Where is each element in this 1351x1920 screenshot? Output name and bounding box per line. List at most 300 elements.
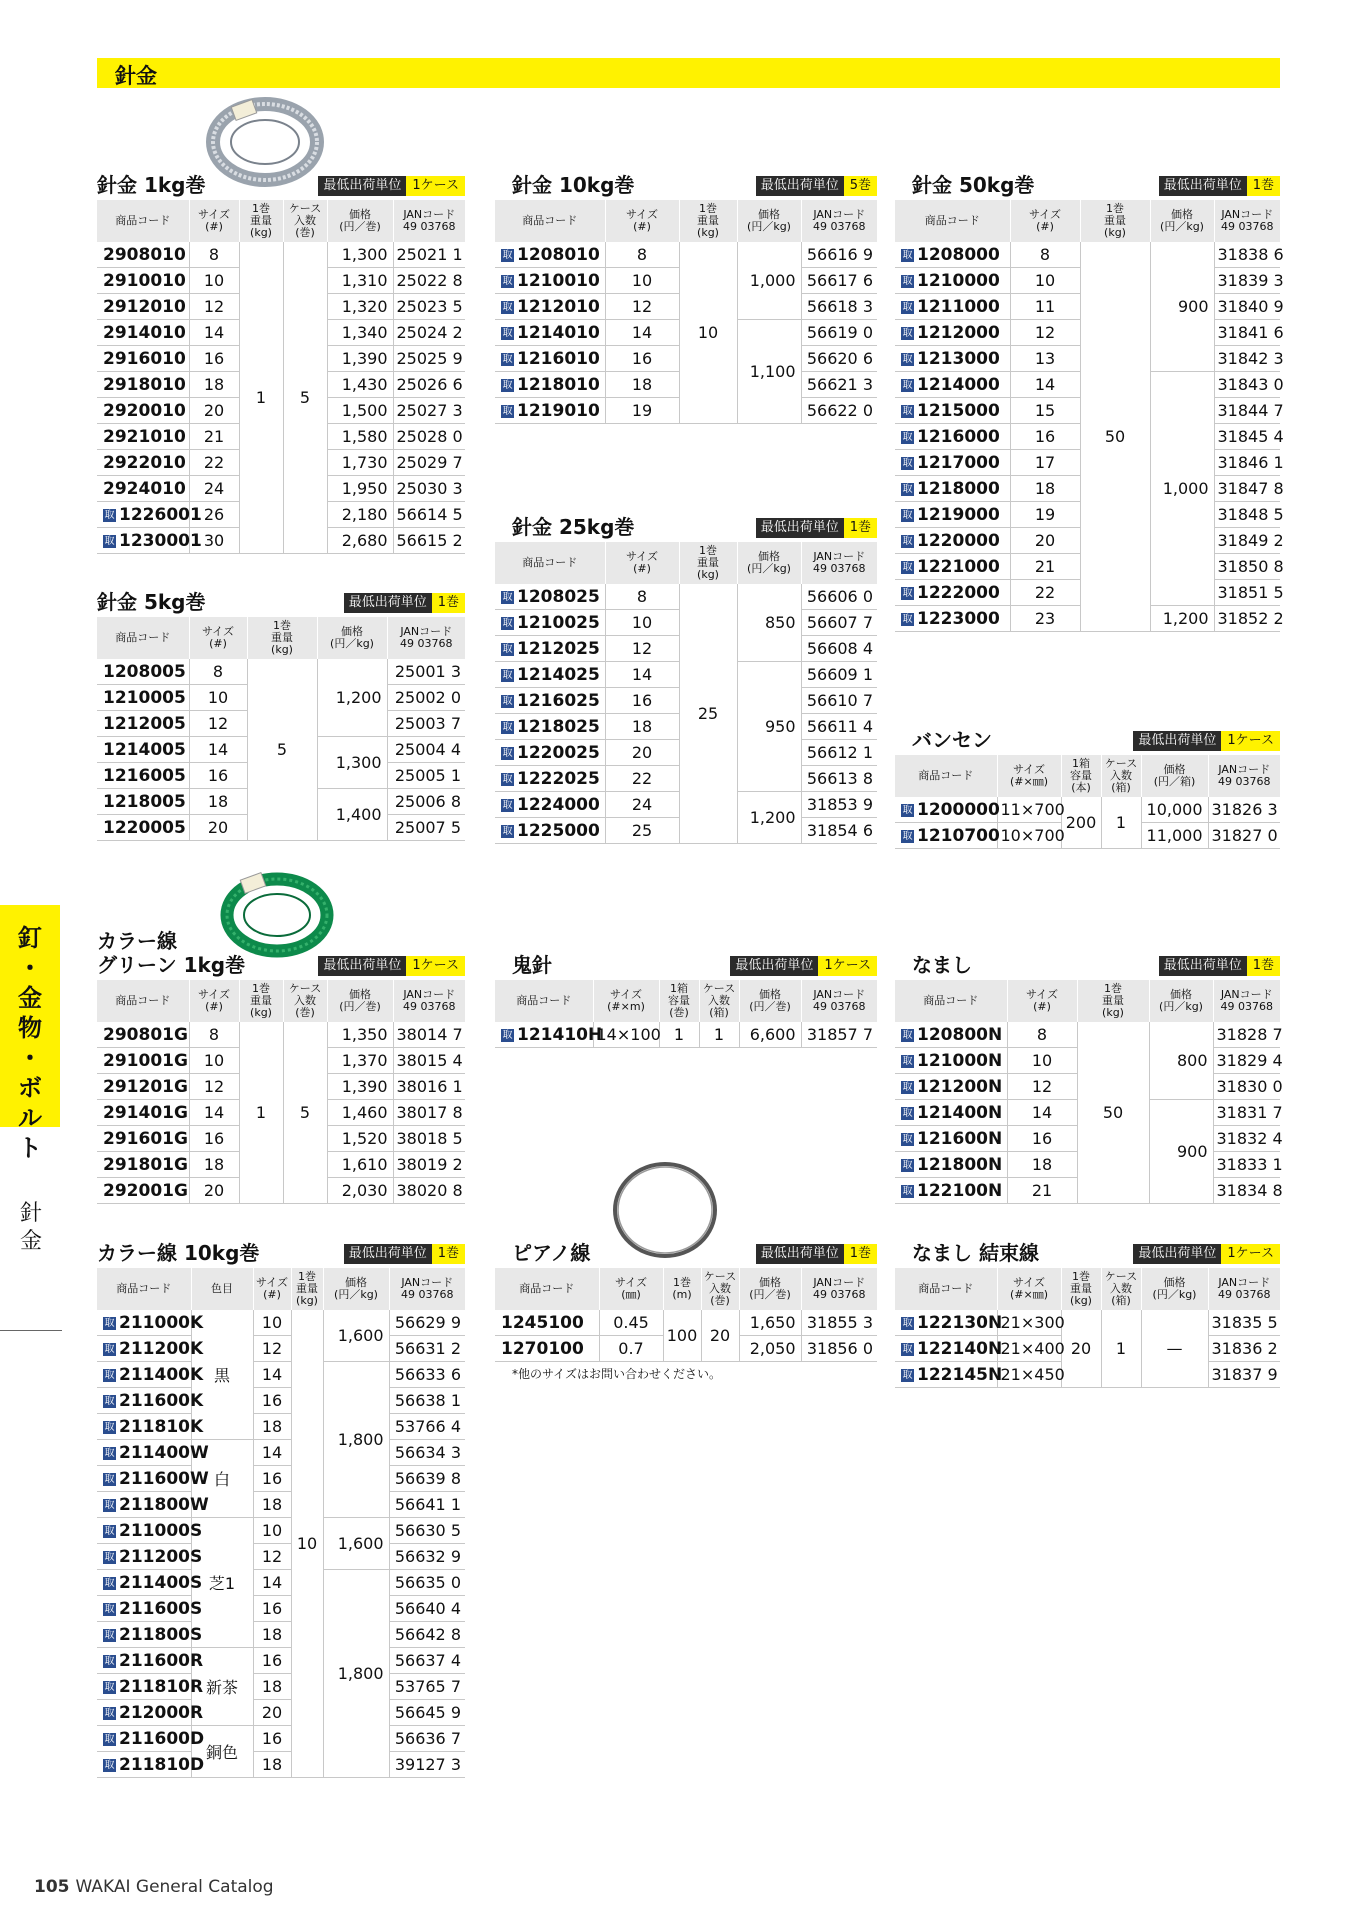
size: 18 (605, 372, 679, 398)
tag-badge: 取 (104, 509, 115, 521)
product-code: 取 1214025 (495, 662, 605, 688)
tag-badge: 取 (902, 509, 913, 521)
price: 2,680 (327, 528, 393, 554)
size: 10 (253, 1518, 291, 1544)
size: 12 (253, 1336, 291, 1362)
product-code: 取 211600S (97, 1596, 191, 1622)
jan-code: 31827 0 (1208, 823, 1280, 849)
product-code: 1220005 (97, 815, 189, 841)
table-piano-wire (495, 1268, 877, 1362)
jan-code: 56607 7 (801, 610, 877, 636)
jan-code: 25024 2 (393, 320, 465, 346)
size: 24 (605, 792, 679, 818)
table-header (895, 1268, 1280, 1310)
size: 24 (189, 476, 239, 502)
jan-code: 31828 7 (1213, 1022, 1280, 1048)
section-namashi-binding-wire (895, 1238, 1280, 1388)
column-header: 価格 (円／巻) (739, 1268, 801, 1310)
size: 12 (189, 1074, 239, 1100)
tag-badge: 取 (104, 1317, 115, 1329)
table-wire-10kg (495, 200, 877, 424)
table-bansen (895, 755, 1280, 849)
product-code: 1218005 (97, 789, 189, 815)
tag-badge: 取 (902, 353, 913, 365)
table-row (97, 1362, 465, 1388)
section-oni-bari (495, 950, 877, 1048)
product-code: 2920010 (97, 398, 189, 424)
jan-code: 25004 4 (387, 737, 465, 763)
size: 20 (253, 1700, 291, 1726)
price: 800 (1149, 1022, 1213, 1100)
tag-badge: 取 (902, 1055, 913, 1067)
product-code: 2912010 (97, 294, 189, 320)
section-color-wire-10kg (97, 1238, 465, 1778)
jan-code: 56639 8 (389, 1466, 465, 1492)
jan-code: 25030 3 (393, 476, 465, 502)
table-row (97, 1648, 465, 1674)
size: 20 (189, 1178, 239, 1204)
tag-badge: 取 (104, 1525, 115, 1537)
size: 20 (605, 740, 679, 766)
column-header: 商品コード (495, 542, 605, 584)
jan-code: 31834 8 (1213, 1178, 1280, 1204)
table-row (495, 1022, 877, 1048)
table-wire-50kg (895, 200, 1284, 632)
column-header: JANコード 49 03768 (389, 1268, 465, 1310)
size: 8 (605, 242, 679, 268)
product-code: 取 121800N (895, 1152, 1007, 1178)
tag-badge: 取 (104, 1473, 115, 1485)
price: 1,500 (327, 398, 393, 424)
section-title: 針金 50kg巻 (912, 173, 1035, 197)
section-title: なまし (912, 953, 972, 977)
section-color-wire-green (97, 929, 465, 1204)
product-code: 取 1210000 (895, 268, 1010, 294)
column-header: 1巻 重量 (kg) (679, 200, 737, 242)
tag-badge: 取 (502, 617, 513, 629)
table-row (97, 1726, 465, 1752)
column-header: 商品コード (895, 200, 1010, 242)
jan-code: 25021 1 (393, 242, 465, 268)
size: 18 (253, 1414, 291, 1440)
jan-code: 31830 0 (1213, 1074, 1280, 1100)
product-code: 取 1210025 (495, 610, 605, 636)
size: 21×450 (997, 1362, 1061, 1388)
column-header: 商品コード (495, 200, 605, 242)
case-qty: 1 (699, 1022, 739, 1048)
product-code: 取 1225000 (495, 818, 605, 844)
size: 22 (605, 766, 679, 792)
table-row (97, 1518, 465, 1544)
table-body (97, 242, 465, 554)
min-unit-badge: 最低出荷単位 1巻 (756, 518, 877, 538)
jan-code: 56640 4 (389, 1596, 465, 1622)
price: 1,400 (317, 789, 387, 841)
table-row (97, 1544, 465, 1570)
jan-code: 25026 6 (393, 372, 465, 398)
jan-code: 56616 9 (801, 242, 877, 268)
jan-code: 56633 6 (389, 1362, 465, 1388)
product-code: 取 1221000 (895, 554, 1010, 580)
tag-badge: 取 (104, 1681, 115, 1693)
section-banner (97, 58, 1280, 88)
size: 18 (253, 1622, 291, 1648)
product-code: 取 1200000 (895, 797, 997, 823)
jan-code: 56612 1 (801, 740, 877, 766)
tag-badge: 取 (104, 1603, 115, 1615)
section-bansen (895, 725, 1280, 849)
product-code: 取 122140N (895, 1336, 997, 1362)
section-title: 針金 1kg巻 (97, 173, 206, 197)
tag-badge: 取 (902, 457, 913, 469)
price: 6,600 (739, 1022, 801, 1048)
column-header: 価格 (円／巻) (327, 980, 393, 1022)
column-header: サイズ (#) (605, 542, 679, 584)
jan-code: 31853 9 (801, 792, 877, 818)
size: 14 (189, 320, 239, 346)
jan-code: 38015 4 (393, 1048, 465, 1074)
column-header: 価格 (円／kg) (1150, 200, 1214, 242)
section-wire-5kg (97, 587, 465, 841)
weight: 20 (1061, 1310, 1101, 1388)
jan-code: 25002 0 (387, 685, 465, 711)
product-code: 取 1217000 (895, 450, 1010, 476)
price: 1,460 (327, 1100, 393, 1126)
jan-code: 25023 5 (393, 294, 465, 320)
tag-badge: 取 (502, 275, 513, 287)
price: 2,050 (739, 1336, 801, 1362)
size: 18 (253, 1492, 291, 1518)
column-header: サイズ (#×m) (593, 980, 659, 1022)
column-header: サイズ (#) (189, 200, 239, 242)
case-qty: 5 (283, 1022, 327, 1204)
size: 21 (1007, 1178, 1077, 1204)
table-header (97, 980, 465, 1022)
banner-title: 針金 (115, 64, 157, 88)
column-header: JANコード 49 03768 (801, 980, 877, 1022)
jan-code: 31837 9 (1208, 1362, 1280, 1388)
tag-badge: 取 (902, 561, 913, 573)
product-code: 取 1224000 (495, 792, 605, 818)
column-header: サイズ (#) (1010, 200, 1080, 242)
tag-badge: 取 (502, 327, 513, 339)
color: 芝1 (191, 1518, 253, 1648)
table-row (97, 659, 465, 685)
table-row (495, 242, 877, 268)
size: 22 (189, 450, 239, 476)
tag-badge: 取 (104, 1629, 115, 1641)
product-code: 292001G (97, 1178, 189, 1204)
jan-code: 56642 8 (389, 1622, 465, 1648)
tag-badge: 取 (502, 249, 513, 261)
price: 1,000 (737, 242, 801, 320)
price: 1,610 (327, 1152, 393, 1178)
table-row (495, 1310, 877, 1336)
product-code: 291601G (97, 1126, 189, 1152)
length: 100 (663, 1310, 701, 1362)
product-code: 取 1223000 (895, 606, 1010, 632)
table-body (895, 1022, 1283, 1204)
table-wire-25kg (495, 542, 877, 844)
size: 8 (605, 584, 679, 610)
column-header: 価格 (円／kg) (737, 542, 801, 584)
product-code: 1212005 (97, 711, 189, 737)
column-header: JANコード 49 03768 (801, 542, 877, 584)
product-code: 291201G (97, 1074, 189, 1100)
table-body (495, 242, 877, 424)
product-code: 1214005 (97, 737, 189, 763)
price: 1,600 (323, 1310, 389, 1362)
product-code: 2918010 (97, 372, 189, 398)
tag-badge: 取 (502, 695, 513, 707)
column-header: 1巻 重量 (kg) (1080, 200, 1150, 242)
product-code: 取 122145N (895, 1362, 997, 1388)
jan-code: 56622 0 (801, 398, 877, 424)
product-code: 取 1222000 (895, 580, 1010, 606)
tag-badge: 取 (502, 591, 513, 603)
jan-code: 31845 4 (1214, 424, 1280, 450)
size: 8 (1010, 242, 1080, 268)
size: 18 (189, 789, 247, 815)
section-wire-1kg (97, 170, 465, 554)
price: 1,430 (327, 372, 393, 398)
tag-badge: 取 (104, 1733, 115, 1745)
section-wire-50kg (895, 170, 1284, 632)
product-code: 2916010 (97, 346, 189, 372)
column-header: 価格 (円／巻) (739, 980, 801, 1022)
size: 10 (189, 268, 239, 294)
size: 20 (189, 398, 239, 424)
product-code: 1270100 (495, 1336, 599, 1362)
size: 22 (1010, 580, 1080, 606)
price: 900 (1150, 242, 1214, 372)
size: 14 (189, 737, 247, 763)
tag-badge: 取 (502, 825, 513, 837)
table-header (97, 1268, 465, 1310)
jan-code: 56619 0 (801, 320, 877, 346)
price: 950 (737, 662, 801, 792)
size: 14 (253, 1362, 291, 1388)
column-header: JANコード 49 03768 (801, 200, 877, 242)
tag-badge: 取 (902, 1185, 913, 1197)
column-header: 価格 (円／kg) (1149, 980, 1213, 1022)
column-header: ケース 入数 (巻) (283, 200, 327, 242)
tag-badge: 取 (902, 1029, 913, 1041)
product-code: 取 211400K (97, 1362, 191, 1388)
jan-code: 25005 1 (387, 763, 465, 789)
jan-code: 56609 1 (801, 662, 877, 688)
jan-code: 56618 3 (801, 294, 877, 320)
column-header: 1箱 容量 (巻) (659, 980, 699, 1022)
table-row (495, 584, 877, 610)
section-wire-25kg (495, 512, 877, 844)
min-unit-badge: 最低出荷単位 1巻 (344, 593, 465, 613)
jan-code: 56617 6 (801, 268, 877, 294)
table-body (895, 797, 1280, 849)
jan-code: 56641 1 (389, 1492, 465, 1518)
table-header (495, 200, 877, 242)
jan-code: 56631 2 (389, 1336, 465, 1362)
size: 21 (189, 424, 239, 450)
size: 18 (189, 1152, 239, 1178)
size: 21×300 (997, 1310, 1061, 1336)
size: 11 (1010, 294, 1080, 320)
tag-badge: 取 (902, 301, 913, 313)
tag-badge: 取 (502, 721, 513, 733)
tag-badge: 取 (104, 1655, 115, 1667)
jan-code: 38018 5 (393, 1126, 465, 1152)
tag-badge: 取 (502, 773, 513, 785)
tag-badge: 取 (902, 327, 913, 339)
column-header: ケース 入数 (箱) (1101, 1268, 1141, 1310)
column-header: JANコード 49 03768 (1208, 1268, 1280, 1310)
price: 1,200 (317, 659, 387, 737)
column-header: 商品コード (495, 1268, 599, 1310)
jan-code: 25029 7 (393, 450, 465, 476)
jan-code: 31854 6 (801, 818, 877, 844)
category-side-tab[interactable] (0, 905, 60, 1162)
price: 1,800 (323, 1570, 389, 1778)
size: 12 (253, 1544, 291, 1570)
size: 16 (1010, 424, 1080, 450)
table-row (895, 1310, 1280, 1336)
table-row (97, 1336, 465, 1362)
jan-code: 56636 7 (389, 1726, 465, 1752)
table-row (895, 242, 1280, 268)
size: 16 (189, 346, 239, 372)
product-code: 291001G (97, 1048, 189, 1074)
product-code: 取 211800W (97, 1492, 191, 1518)
side-divider (0, 1330, 62, 1331)
column-header: 色目 (191, 1268, 253, 1310)
column-header: 1巻 重量 (kg) (1077, 980, 1149, 1022)
table-namashi (895, 980, 1283, 1204)
jan-code: 31855 3 (801, 1310, 877, 1336)
size: 16 (605, 346, 679, 372)
product-code: 1210005 (97, 685, 189, 711)
tag-badge: 取 (502, 669, 513, 681)
page-number: 105 (34, 1877, 70, 1897)
tag-badge: 取 (502, 379, 513, 391)
product-code: 取 1213000 (895, 346, 1010, 372)
price: 900 (1149, 1100, 1213, 1204)
table-body (495, 1022, 877, 1048)
size: 18 (1010, 476, 1080, 502)
tag-badge: 取 (902, 1159, 913, 1171)
jan-code: 31844 7 (1214, 398, 1280, 424)
jan-code: 31832 4 (1213, 1126, 1280, 1152)
product-code: 取 211600W (97, 1466, 191, 1492)
table-header (495, 542, 877, 584)
tag-badge: 取 (902, 483, 913, 495)
size: 16 (605, 688, 679, 714)
size: 16 (189, 763, 247, 789)
size: 19 (1010, 502, 1080, 528)
size: 13 (1010, 346, 1080, 372)
product-code: 取 1222025 (495, 766, 605, 792)
price: 1,520 (327, 1126, 393, 1152)
jan-code: 56638 1 (389, 1388, 465, 1414)
weight: 50 (1077, 1022, 1149, 1204)
price: 11,000 (1141, 823, 1208, 849)
price: 2,030 (327, 1178, 393, 1204)
jan-code: 31838 6 (1214, 242, 1280, 268)
table-header (495, 1268, 877, 1310)
tag-badge: 取 (502, 1029, 513, 1041)
size: 25 (605, 818, 679, 844)
size: 10 (189, 1048, 239, 1074)
price: 1,310 (327, 268, 393, 294)
jan-code: 31826 3 (1208, 797, 1280, 823)
size: 11×700 (997, 797, 1061, 823)
tag-badge: 取 (104, 1369, 115, 1381)
product-code: 取 121000N (895, 1048, 1007, 1074)
jan-code: 25007 5 (387, 815, 465, 841)
case-qty: 1 (1101, 1310, 1141, 1388)
product-code: 取 211800S (97, 1622, 191, 1648)
product-code: 1208005 (97, 659, 189, 685)
price: 2,180 (327, 502, 393, 528)
section-wire-10kg (495, 170, 877, 424)
column-header: サイズ (#×㎜) (997, 755, 1061, 797)
section-title: 鬼針 (512, 953, 552, 977)
table-namashi-binding-wire (895, 1268, 1280, 1388)
tag-badge: 取 (104, 1421, 115, 1433)
tag-badge: 取 (104, 1551, 115, 1563)
product-code: 取 1218010 (495, 372, 605, 398)
size: 14 (189, 1100, 239, 1126)
column-header: 商品コード (895, 1268, 997, 1310)
case-qty: 1 (1101, 797, 1141, 849)
jan-code: 31848 5 (1214, 502, 1280, 528)
tag-badge: 取 (902, 405, 913, 417)
column-header: ケース 入数 (箱) (699, 980, 739, 1022)
jan-code: 56632 9 (389, 1544, 465, 1570)
product-code: 取 211200K (97, 1336, 191, 1362)
tag-badge: 取 (104, 1395, 115, 1407)
product-code: 取 1216025 (495, 688, 605, 714)
table-row (895, 797, 1280, 823)
tag-badge: 取 (104, 1707, 115, 1719)
table-wire-1kg (97, 200, 465, 554)
weight: 25 (679, 584, 737, 844)
tag-badge: 取 (902, 431, 913, 443)
jan-code: 31846 1 (1214, 450, 1280, 476)
weight: 10 (679, 242, 737, 424)
product-code: 取 121600N (895, 1126, 1007, 1152)
jan-code: 39127 3 (389, 1752, 465, 1778)
jan-code: 31841 6 (1214, 320, 1280, 346)
page-footer (34, 1877, 274, 1897)
price: 1,730 (327, 450, 393, 476)
column-header: JANコード 49 03768 (393, 200, 465, 242)
tag-badge: 取 (902, 275, 913, 287)
size: 16 (253, 1596, 291, 1622)
jan-code: 53765 7 (389, 1674, 465, 1700)
price: 1,370 (327, 1048, 393, 1074)
price: 10,000 (1141, 797, 1208, 823)
jan-code: 31833 1 (1213, 1152, 1280, 1178)
price: 1,340 (327, 320, 393, 346)
table-row (97, 1022, 465, 1048)
table-row (97, 1622, 465, 1648)
product-code: 取 121200N (895, 1074, 1007, 1100)
section-title: なまし 結束線 (912, 1241, 1039, 1265)
tag-badge: 取 (902, 379, 913, 391)
product-code: 2914010 (97, 320, 189, 346)
product-code: 取 122100N (895, 1178, 1007, 1204)
product-code: 取 1208025 (495, 584, 605, 610)
